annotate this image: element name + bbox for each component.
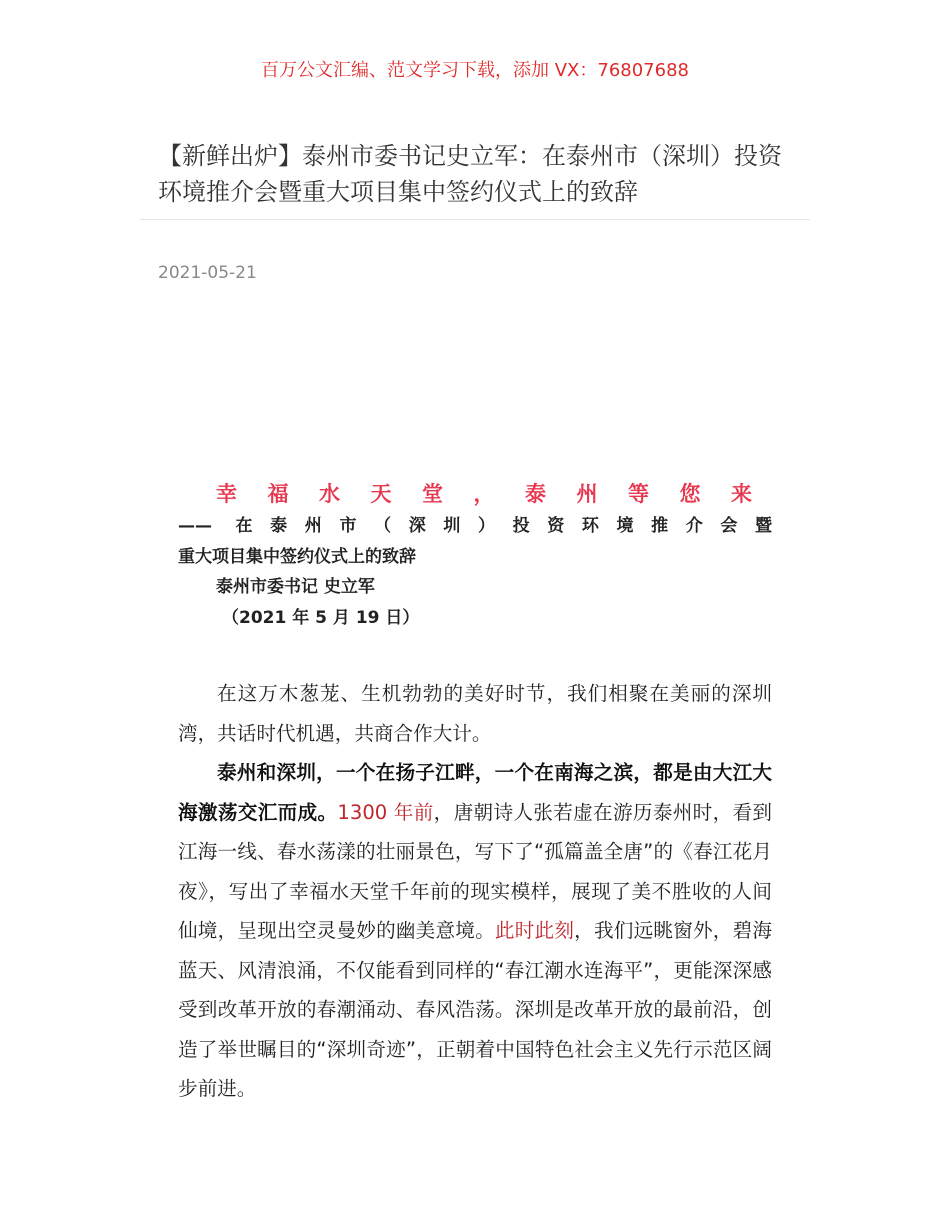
- paragraph-2-highlight-2: 此时此刻: [494, 919, 575, 942]
- page-title: 【新鲜出炉】泰州市委书记史立军：在泰州市（深圳）投资环境推介会暨重大项目集中签约仪式上的致辞: [158, 142, 782, 206]
- speech-subtitle-line2: 重大项目集中签约仪式上的致辞: [178, 547, 416, 567]
- paragraph-2: [178, 753, 772, 1109]
- title-divider: [140, 219, 810, 220]
- paragraph-1: 在这万木葱茏、生机勃勃的美好时节，我们相聚在美丽的深圳湾，共话时代机遇，共商合作大计。: [178, 682, 772, 745]
- paragraph-2-highlight-1: 1300 年前: [337, 800, 434, 824]
- speech-body: [178, 478, 772, 1109]
- download-banner: 百万公文汇编、范文学习下载，添加 VX：76807688: [261, 60, 689, 81]
- speech-speaker: 泰州市委书记 史立军: [216, 577, 375, 597]
- speech-subtitle-line1: —— 在泰州市（深圳）投资环境推介会暨: [178, 516, 772, 536]
- speech-headline: 幸福水天堂，泰州等您来: [216, 482, 772, 506]
- publish-date: 2021-05-21: [158, 263, 257, 283]
- speech-date: （2021 年 5 月 19 日）: [222, 608, 420, 628]
- paragraph-2-bold: 泰州和深圳，一个在扬子江畔，一个在南海之滨，都是由大江大海激荡交汇而成。: [178, 761, 772, 824]
- paragraph-2-text-2: ，我们远眺窗外，碧海蓝天、风清浪涌，不仅能看到同样的“春江潮水连海平”，更能深深感受到改革开放的春潮涌动、春风浩荡。深圳是改革开放的最前沿，创造了举世瞩目的“深圳奇迹”，正朝着中国特色社会主义先行示范区阔步前进。: [178, 919, 773, 1100]
- paragraph-2-text-1: ，唐朝诗人张若虚在游历泰州时，看到江海一线、春水荡漾的壮丽景色，写下了“孤篇盖全唐”的《春江花月夜》，写出了幸福水天堂千年前的现实模样，展现了美不胜收的人间仙境，呈现出空灵曼妙的幽美意境。: [178, 800, 773, 942]
